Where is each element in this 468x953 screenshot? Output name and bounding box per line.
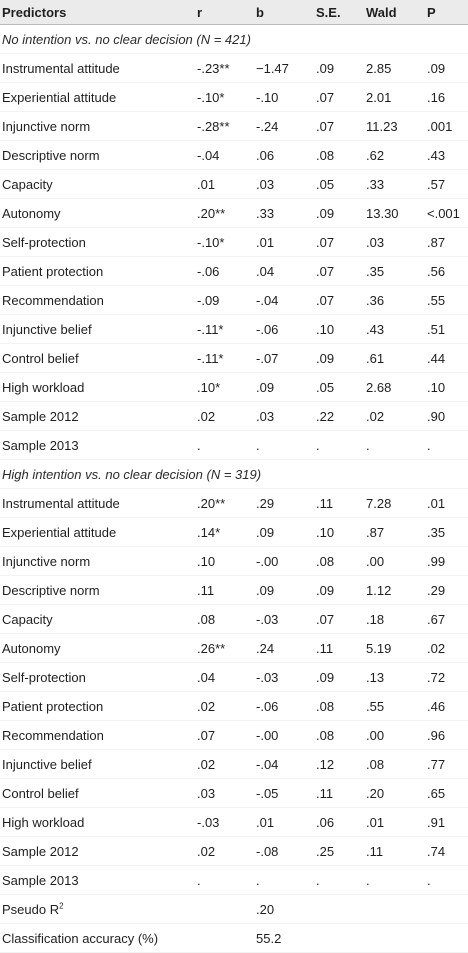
cell-se: .07 xyxy=(316,112,366,141)
cell-p: .90 xyxy=(427,402,468,431)
cell-b: .03 xyxy=(256,170,316,199)
table-row xyxy=(0,402,468,431)
cell-r: .07 xyxy=(197,721,256,750)
summary-label-cell xyxy=(0,924,197,953)
cell-p: .09 xyxy=(427,54,468,83)
cell-p: .02 xyxy=(427,634,468,663)
table-row xyxy=(0,866,468,895)
cell-se: .07 xyxy=(316,605,366,634)
cell-empty xyxy=(366,924,427,953)
cell-predictor: Injunctive belief xyxy=(0,315,197,344)
cell-se: .09 xyxy=(316,344,366,373)
cell-b: .01 xyxy=(256,808,316,837)
cell-se: .05 xyxy=(316,373,366,402)
cell-b: .24 xyxy=(256,634,316,663)
cell-predictor: Self-protection xyxy=(0,228,197,257)
table-row xyxy=(0,779,468,808)
cell-predictor: Instrumental attitude xyxy=(0,489,197,518)
cell-r xyxy=(197,924,256,953)
cell-empty xyxy=(316,924,366,953)
summary-row xyxy=(0,895,468,924)
cell-wald: 2.68 xyxy=(366,373,427,402)
header-cell-p: P xyxy=(427,0,468,25)
cell-se: . xyxy=(316,866,366,895)
cell-p: .72 xyxy=(427,663,468,692)
cell-r xyxy=(197,895,256,924)
cell-b: -.07 xyxy=(256,344,316,373)
cell-empty xyxy=(316,895,366,924)
cell-b: -.03 xyxy=(256,605,316,634)
cell-predictor: Experiential attitude xyxy=(0,518,197,547)
cell-se: .07 xyxy=(316,257,366,286)
cell-p: .01 xyxy=(427,489,468,518)
cell-p: .10 xyxy=(427,373,468,402)
cell-wald: .00 xyxy=(366,721,427,750)
cell-wald: .20 xyxy=(366,779,427,808)
cell-r: .02 xyxy=(197,402,256,431)
summary-row xyxy=(0,924,468,953)
cell-se: .08 xyxy=(316,547,366,576)
cell-b: .09 xyxy=(256,518,316,547)
cell-b: -.04 xyxy=(256,286,316,315)
cell-predictor: Capacity xyxy=(0,170,197,199)
cell-r: -.10* xyxy=(197,83,256,112)
table-row xyxy=(0,431,468,460)
table-body xyxy=(0,25,468,953)
cell-r: -.09 xyxy=(197,286,256,315)
summary-label: Classification accuracy (%) xyxy=(2,930,159,946)
table-row xyxy=(0,518,468,547)
cell-predictor: High workload xyxy=(0,373,197,402)
cell-wald: .62 xyxy=(366,141,427,170)
summary-label: Pseudo R xyxy=(2,901,60,917)
cell-wald: .43 xyxy=(366,315,427,344)
cell-wald: .61 xyxy=(366,344,427,373)
cell-p: .55 xyxy=(427,286,468,315)
cell-b: .04 xyxy=(256,257,316,286)
cell-empty xyxy=(427,924,468,953)
table-row xyxy=(0,837,468,866)
cell-b: -.06 xyxy=(256,315,316,344)
cell-wald: .01 xyxy=(366,808,427,837)
cell-r: -.28** xyxy=(197,112,256,141)
cell-b: -.03 xyxy=(256,663,316,692)
cell-r: .02 xyxy=(197,837,256,866)
cell-p: . xyxy=(427,431,468,460)
cell-p: .001 xyxy=(427,112,468,141)
cell-se: .10 xyxy=(316,518,366,547)
cell-r: .04 xyxy=(197,663,256,692)
cell-r: -.11* xyxy=(197,315,256,344)
cell-predictor: Descriptive norm xyxy=(0,141,197,170)
cell-predictor: Sample 2013 xyxy=(0,431,197,460)
cell-r: .20** xyxy=(197,199,256,228)
cell-r: -.11* xyxy=(197,344,256,373)
cell-r: .14* xyxy=(197,518,256,547)
cell-p: <.001 xyxy=(427,199,468,228)
cell-predictor: Patient protection xyxy=(0,692,197,721)
table-row xyxy=(0,576,468,605)
cell-empty xyxy=(427,895,468,924)
cell-se: .22 xyxy=(316,402,366,431)
cell-predictor: Control belief xyxy=(0,344,197,373)
cell-wald: .35 xyxy=(366,257,427,286)
cell-predictor: Control belief xyxy=(0,779,197,808)
cell-p: .46 xyxy=(427,692,468,721)
cell-wald: .00 xyxy=(366,547,427,576)
section-heading-row xyxy=(0,25,468,54)
cell-r: .26** xyxy=(197,634,256,663)
cell-se: .09 xyxy=(316,576,366,605)
cell-b: .03 xyxy=(256,402,316,431)
cell-r: .10* xyxy=(197,373,256,402)
table-row xyxy=(0,257,468,286)
table-row xyxy=(0,663,468,692)
cell-predictor: Sample 2012 xyxy=(0,402,197,431)
cell-b: 55.2 xyxy=(256,924,316,953)
cell-predictor: Instrumental attitude xyxy=(0,54,197,83)
table-row xyxy=(0,721,468,750)
cell-p: .16 xyxy=(427,83,468,112)
cell-b: .09 xyxy=(256,373,316,402)
section-heading: High intention vs. no clear decision (N = 319) xyxy=(0,460,468,489)
cell-wald: 7.28 xyxy=(366,489,427,518)
cell-r: .03 xyxy=(197,779,256,808)
cell-predictor: Sample 2013 xyxy=(0,866,197,895)
cell-r: -.06 xyxy=(197,257,256,286)
cell-b: -.08 xyxy=(256,837,316,866)
cell-p: .67 xyxy=(427,605,468,634)
cell-r: . xyxy=(197,866,256,895)
cell-r: . xyxy=(197,431,256,460)
cell-predictor: Sample 2012 xyxy=(0,837,197,866)
header-cell-predictors: Predictors xyxy=(0,0,197,25)
cell-se: .08 xyxy=(316,692,366,721)
cell-wald: .03 xyxy=(366,228,427,257)
header-row xyxy=(0,0,468,25)
cell-b: .09 xyxy=(256,576,316,605)
cell-wald: .18 xyxy=(366,605,427,634)
cell-se: .09 xyxy=(316,663,366,692)
cell-se: .11 xyxy=(316,489,366,518)
cell-predictor: Injunctive norm xyxy=(0,112,197,141)
table-row xyxy=(0,547,468,576)
cell-r: -.23** xyxy=(197,54,256,83)
cell-predictor: Patient protection xyxy=(0,257,197,286)
cell-wald: .33 xyxy=(366,170,427,199)
header-cell-r: r xyxy=(197,0,256,25)
cell-se: .09 xyxy=(316,199,366,228)
cell-r: .11 xyxy=(197,576,256,605)
table-row xyxy=(0,373,468,402)
cell-predictor: Experiential attitude xyxy=(0,83,197,112)
cell-p: .35 xyxy=(427,518,468,547)
cell-predictor: High workload xyxy=(0,808,197,837)
cell-p: .99 xyxy=(427,547,468,576)
table-row xyxy=(0,692,468,721)
table-row xyxy=(0,170,468,199)
table-row xyxy=(0,54,468,83)
cell-se: .05 xyxy=(316,170,366,199)
summary-label-superscript: 2 xyxy=(59,901,64,911)
section-heading-row xyxy=(0,460,468,489)
cell-predictor: Capacity xyxy=(0,605,197,634)
cell-r: .10 xyxy=(197,547,256,576)
cell-se: .06 xyxy=(316,808,366,837)
cell-wald: 13.30 xyxy=(366,199,427,228)
table-row xyxy=(0,750,468,779)
cell-wald: .11 xyxy=(366,837,427,866)
cell-wald: . xyxy=(366,866,427,895)
table-row xyxy=(0,286,468,315)
cell-b: . xyxy=(256,431,316,460)
cell-se: .09 xyxy=(316,54,366,83)
cell-b: -.24 xyxy=(256,112,316,141)
cell-wald: 5.19 xyxy=(366,634,427,663)
cell-predictor: Injunctive norm xyxy=(0,547,197,576)
cell-b: .29 xyxy=(256,489,316,518)
cell-r: -.03 xyxy=(197,808,256,837)
summary-label-cell xyxy=(0,895,197,924)
section-heading: No intention vs. no clear decision (N = 421) xyxy=(0,25,468,54)
cell-p: .65 xyxy=(427,779,468,808)
cell-b: -.05 xyxy=(256,779,316,808)
cell-se: .25 xyxy=(316,837,366,866)
cell-r: .20** xyxy=(197,489,256,518)
table-row xyxy=(0,315,468,344)
cell-b: .33 xyxy=(256,199,316,228)
cell-predictor: Self-protection xyxy=(0,663,197,692)
cell-se: .07 xyxy=(316,228,366,257)
table-row xyxy=(0,228,468,257)
cell-wald: 1.12 xyxy=(366,576,427,605)
cell-p: .91 xyxy=(427,808,468,837)
cell-empty xyxy=(366,895,427,924)
cell-predictor: Recommendation xyxy=(0,721,197,750)
cell-se: .08 xyxy=(316,721,366,750)
cell-se: .11 xyxy=(316,634,366,663)
cell-p: .57 xyxy=(427,170,468,199)
header-cell-b: b xyxy=(256,0,316,25)
cell-wald: 2.85 xyxy=(366,54,427,83)
cell-wald: 11.23 xyxy=(366,112,427,141)
cell-wald: .36 xyxy=(366,286,427,315)
table-row xyxy=(0,489,468,518)
cell-predictor: Recommendation xyxy=(0,286,197,315)
cell-b: .06 xyxy=(256,141,316,170)
cell-predictor: Autonomy xyxy=(0,634,197,663)
cell-wald: .13 xyxy=(366,663,427,692)
cell-p: .96 xyxy=(427,721,468,750)
cell-b: -.00 xyxy=(256,547,316,576)
cell-b: . xyxy=(256,866,316,895)
cell-b: −1.47 xyxy=(256,54,316,83)
header-cell-se: S.E. xyxy=(316,0,366,25)
cell-predictor: Injunctive belief xyxy=(0,750,197,779)
cell-se: . xyxy=(316,431,366,460)
cell-predictor: Descriptive norm xyxy=(0,576,197,605)
cell-r: .02 xyxy=(197,692,256,721)
cell-p: .74 xyxy=(427,837,468,866)
table-row xyxy=(0,634,468,663)
cell-se: .08 xyxy=(316,141,366,170)
cell-wald: .08 xyxy=(366,750,427,779)
cell-se: .11 xyxy=(316,779,366,808)
cell-b: -.06 xyxy=(256,692,316,721)
table-row xyxy=(0,112,468,141)
cell-se: .07 xyxy=(316,83,366,112)
table-row xyxy=(0,605,468,634)
cell-wald: .87 xyxy=(366,518,427,547)
cell-wald: .55 xyxy=(366,692,427,721)
cell-se: .12 xyxy=(316,750,366,779)
cell-r: .01 xyxy=(197,170,256,199)
cell-predictor: Autonomy xyxy=(0,199,197,228)
cell-wald: 2.01 xyxy=(366,83,427,112)
table-row xyxy=(0,83,468,112)
cell-se: .10 xyxy=(316,315,366,344)
cell-r: .02 xyxy=(197,750,256,779)
cell-r: -.10* xyxy=(197,228,256,257)
cell-p: .29 xyxy=(427,576,468,605)
cell-wald: . xyxy=(366,431,427,460)
cell-b: -.10 xyxy=(256,83,316,112)
cell-p: .77 xyxy=(427,750,468,779)
table-row xyxy=(0,141,468,170)
table-row xyxy=(0,199,468,228)
cell-b: .20 xyxy=(256,895,316,924)
cell-b: .01 xyxy=(256,228,316,257)
cell-p: .44 xyxy=(427,344,468,373)
table-row xyxy=(0,808,468,837)
cell-r: -.04 xyxy=(197,141,256,170)
cell-b: -.00 xyxy=(256,721,316,750)
table-row xyxy=(0,344,468,373)
cell-p: . xyxy=(427,866,468,895)
cell-b: -.04 xyxy=(256,750,316,779)
cell-p: .51 xyxy=(427,315,468,344)
cell-wald: .02 xyxy=(366,402,427,431)
cell-p: .87 xyxy=(427,228,468,257)
cell-r: .08 xyxy=(197,605,256,634)
cell-se: .07 xyxy=(316,286,366,315)
header-cell-wald: Wald xyxy=(366,0,427,25)
cell-p: .56 xyxy=(427,257,468,286)
cell-p: .43 xyxy=(427,141,468,170)
